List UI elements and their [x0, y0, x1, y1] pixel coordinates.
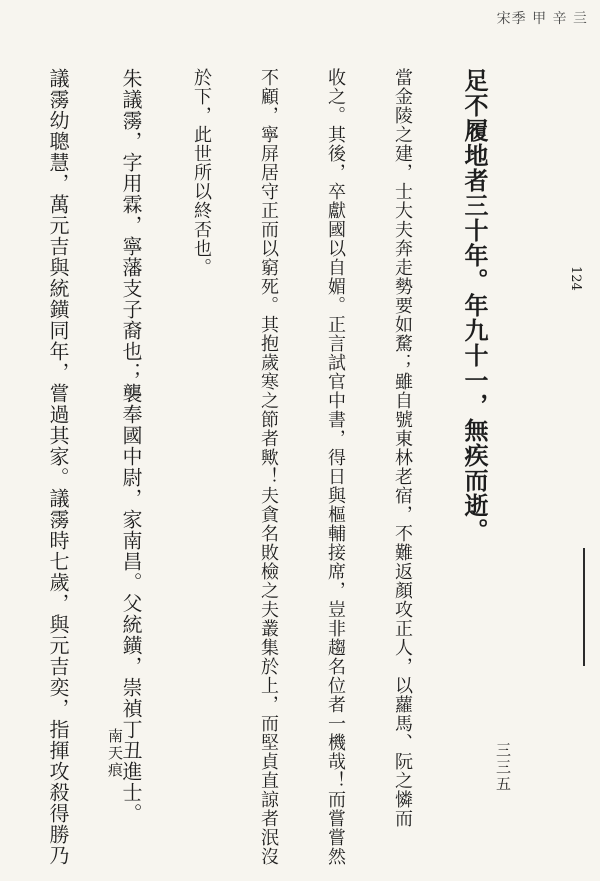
text-line-8: [0, 68, 1, 750]
text-line-3: 收之。其後，卒獻國以自媚。正言試官中書，得日與樞輔接席，豈非趨名位者一機哉！而嘗嘗然: [325, 68, 346, 866]
page-number-marginal: 124: [568, 266, 583, 291]
text-line-2: 當金陵之建，士大夫奔走勢要如騖；雖自號東林老宿，不難返顏攻正人，以蘿馬、阮之憐而: [392, 68, 413, 828]
scan-edge-rule: [583, 548, 585, 666]
text-line-4: 不顧，寧屏居守正而以窮死。其抱歲寒之節者歟！夫貪名敗檢之夫叢集於上，而堅貞直諒者泯沒: [258, 68, 279, 866]
text-line-5: 於下，此世所以終否也。: [191, 68, 212, 277]
text-line-7: 議霶幼聰慧，萬元吉與統鐄同年，嘗過其家。議霶時七歲，與元吉奕，指揮攻殺得勝乃: [46, 68, 70, 866]
book-title-footer: 南天痕: [106, 728, 124, 779]
text-line-6: 朱議霶，字用霖，寧藩支子裔也；襲奉國中尉，家南昌。父統鐄，崇禎丁丑進士。: [119, 68, 143, 824]
page-number-footer: 三三五: [494, 742, 512, 793]
running-header: 宋季 甲 辛 亖: [496, 11, 588, 27]
text-line-1: 足不履地者三十年。年九十一，無疾而逝。: [460, 68, 489, 543]
